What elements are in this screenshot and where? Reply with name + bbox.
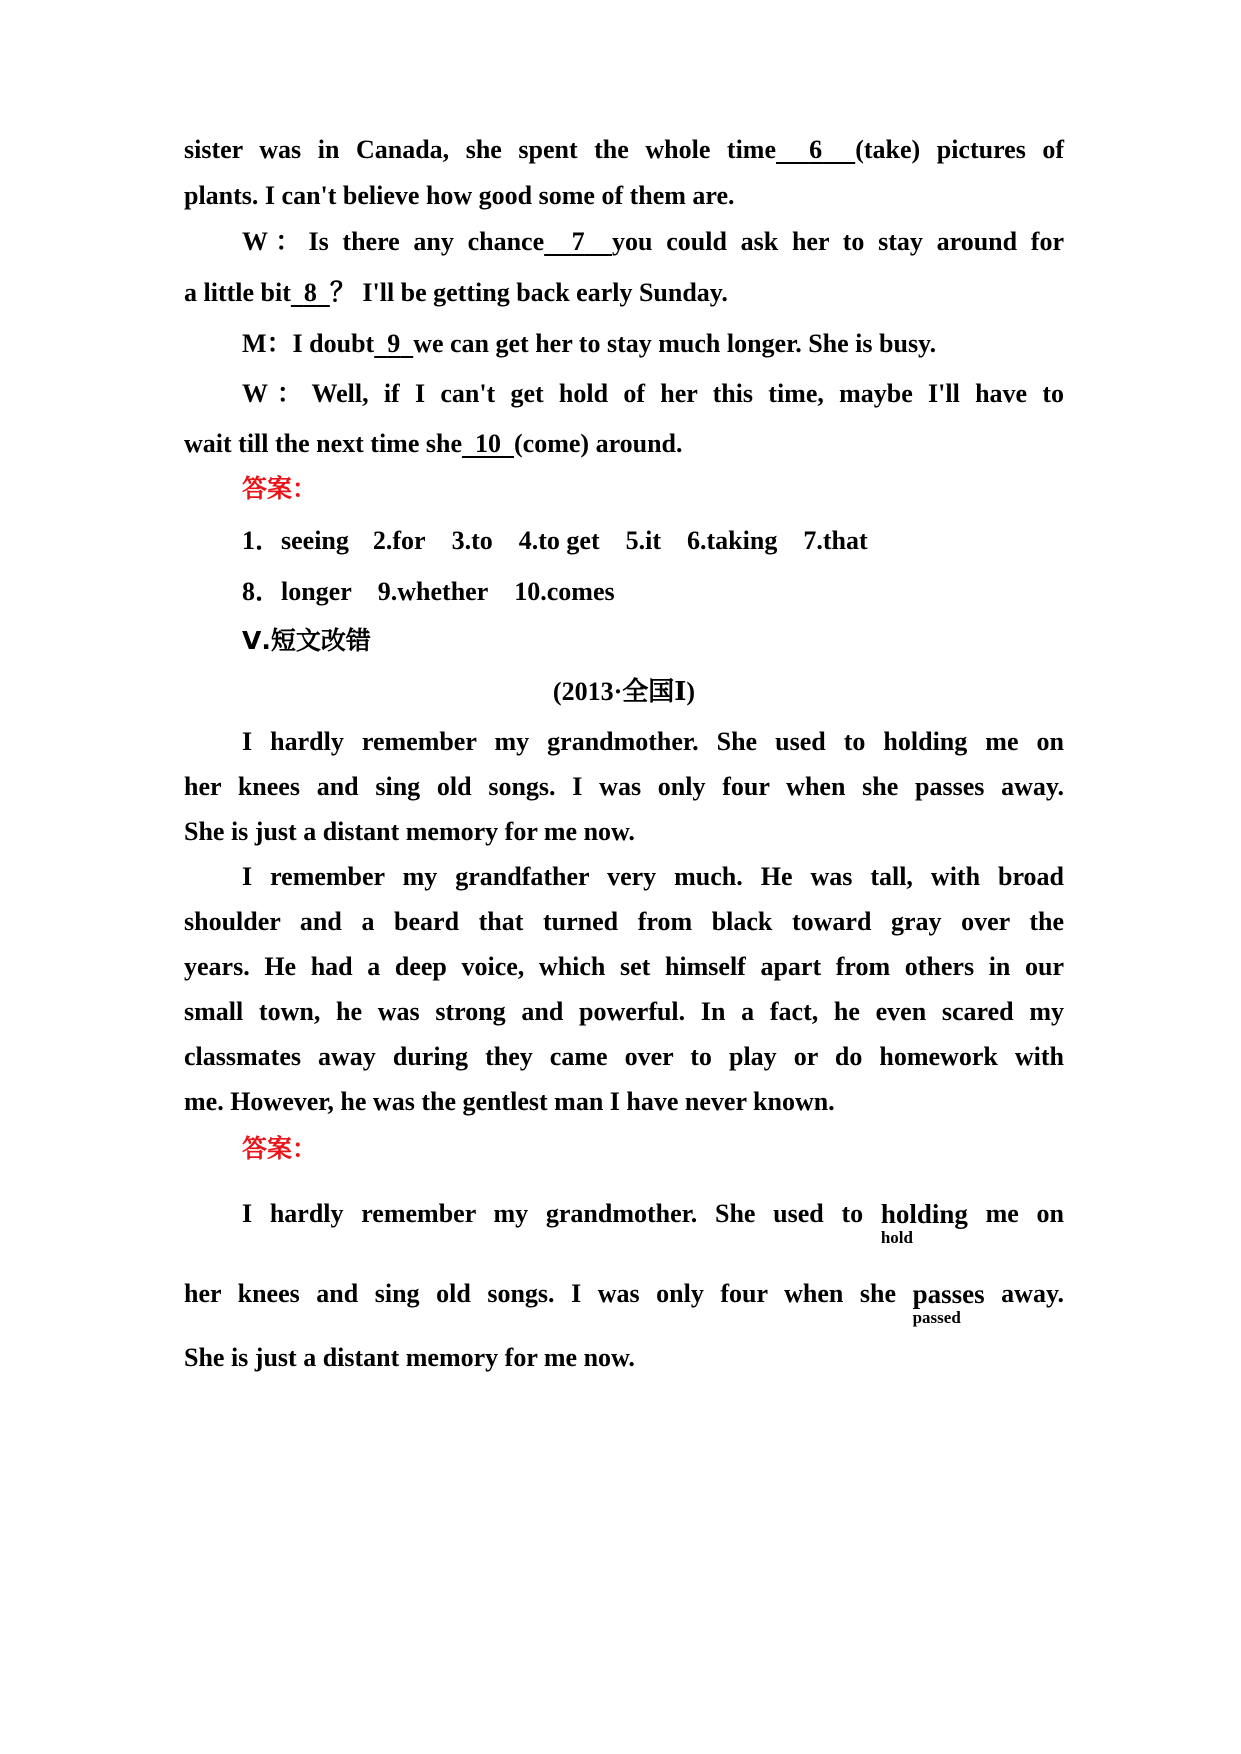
dialogue-line: M：I doubt 9 we can get her to stay much longer. She is busy. <box>242 329 937 358</box>
blank-7: 7 <box>571 227 585 256</box>
blank-9: 9 <box>387 329 401 358</box>
correction-mark: holding hold <box>880 1199 968 1247</box>
dialogue-line: sister was in Canada, she spent the whole time 6 (take) pictures of <box>184 135 1065 164</box>
dialogue-line: wait till the next time she 10 (come) around. <box>184 429 683 458</box>
answer-item: 8．longer <box>242 577 352 606</box>
dialogue-line: W：Well, if I can't get hold of her this time, maybe I'll have to <box>242 379 1064 408</box>
dialogue-line: plants. I can't believe how good some of them are. <box>184 181 735 210</box>
blank-6: 6 <box>809 135 823 164</box>
passage-line: I hardly remember my grandmother. She used to holding me on <box>242 727 1064 756</box>
blank-8: 8 <box>303 278 317 307</box>
section-heading: Ⅴ.短文改错 <box>242 626 371 655</box>
answer-label: 答案： <box>242 1134 318 1163</box>
corrected-line: her knees and sing old songs. I was only four when she passes passed away. <box>184 1279 1065 1327</box>
answers-row <box>242 575 1064 609</box>
source-label: (2013·全国Ⅰ) <box>552 677 696 706</box>
answer-item: 7.that <box>803 526 868 555</box>
passage-line: me. However, he was the gentlest man I have never known. <box>184 1087 835 1116</box>
passage-line: classmates away during they came over to play or do homework with <box>184 1042 1064 1071</box>
answer-item: 1．seeing <box>242 526 349 555</box>
corrected-line: I hardly remember my grandmother. She used to holding hold me on <box>242 1199 1064 1247</box>
passage-line: She is just a distant memory for me now. <box>184 817 635 846</box>
answer-item: 6.taking <box>687 526 778 555</box>
answer-item: 10.comes <box>514 577 615 606</box>
answer-item: 5.it <box>625 526 662 555</box>
passage-line: her knees and sing old songs. I was only four when she passes away. <box>184 772 1064 801</box>
answers-row <box>242 524 1064 558</box>
passage-line: shoulder and a beard that turned from black toward gray over the <box>184 907 1064 936</box>
blank-10: 10 <box>475 429 502 458</box>
answer-item: 9.whether <box>377 577 489 606</box>
answer-item: 2.for <box>372 526 426 555</box>
corrected-line: She is just a distant memory for me now. <box>184 1343 635 1372</box>
passage-line: years. He had a deep voice, which set himself apart from others in our <box>184 952 1064 981</box>
correction-mark: passes passed <box>912 1279 985 1327</box>
passage-line: I remember my grandfather very much. He was tall, with broad <box>242 862 1064 891</box>
answer-label: 答案： <box>242 474 318 503</box>
dialogue-line: a little bit 8 ？ I'll be getting back early Sunday. <box>184 278 728 307</box>
dialogue-line: W：Is there any chance 7 you could ask her to stay around for <box>242 227 1065 256</box>
passage-line: small town, he was strong and powerful. In a fact, he even scared my <box>184 997 1064 1026</box>
answer-item: 4.to get <box>518 526 600 555</box>
answer-item: 3.to <box>451 526 493 555</box>
